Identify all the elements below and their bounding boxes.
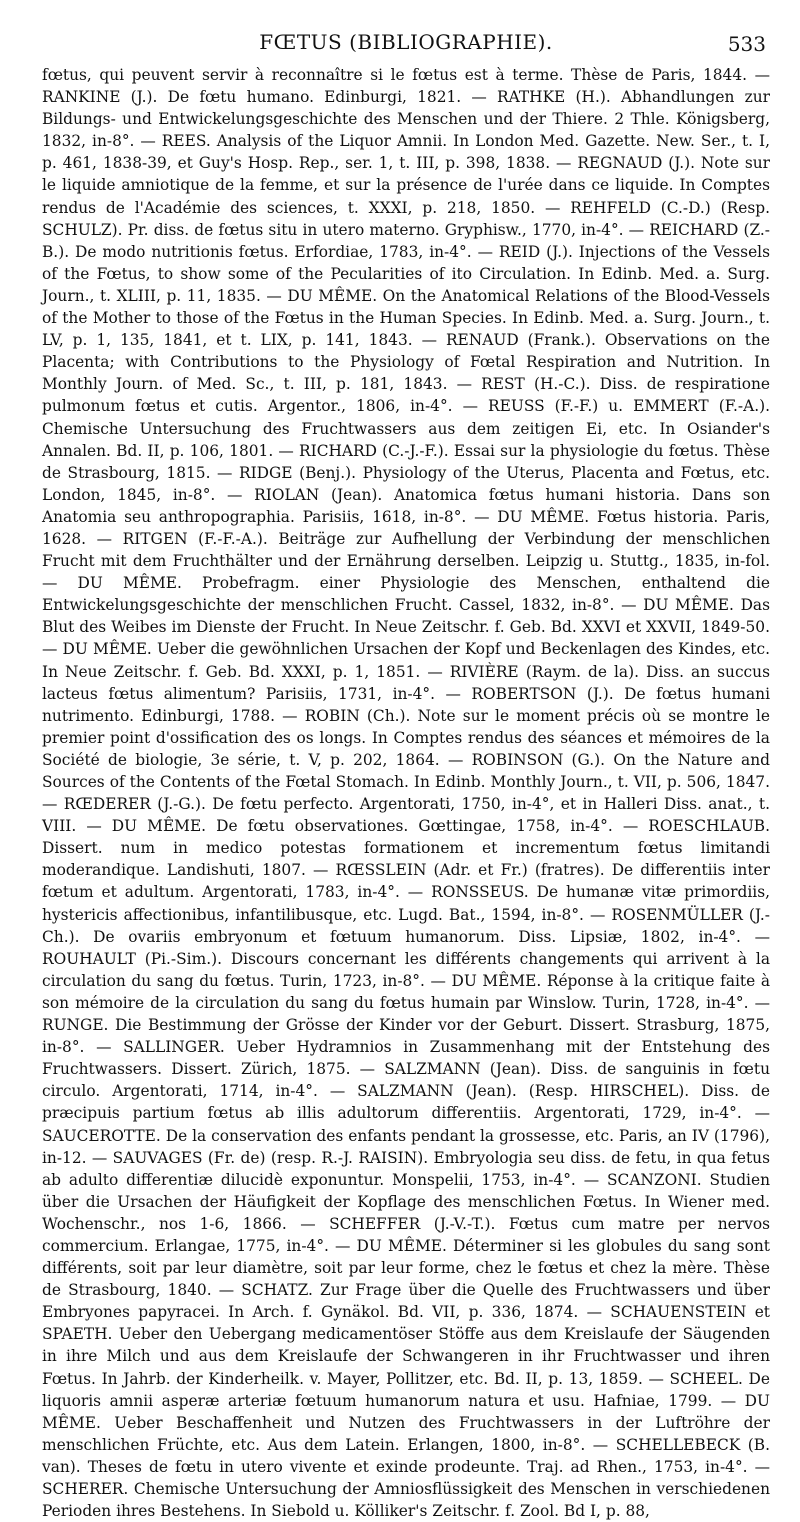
bibliography-text: fœtus, qui peuvent servir à reconnaître si le fœtus est à terme. Thèse de Paris, 1844. — RANKINE (J.). De fœtu humano. Edinburgi, 1821. — RATHKE (H.). Abhandlungen zur Bildungs- und Entwickelungsgeschichte des Menschen und der Thiere. 2 Thle. Königsberg, 1832, in-8°. — REES. Analysis of the Liquor Amnii. In London Med. Gazette. New. Ser., t. I, p. 461, 1838-39, et Guy's Hosp. Rep., ser. 1, t. III, p. 398, 1838. — REGNAUD (J.). Note sur le liquide amniotique de la femme, et sur la présence de l'urée dans ce liquide. In Comptes rendus de l'Académie des sciences, t. XXXI, p. 218, 1850. — REHFELD (C.-D.) (Resp. SCHULZ). Pr. diss. de fœtus situ in utero materno. Gryphisw., 1770, in-4°. — REICHARD (Z.-B.). De modo nutritionis fœtus. Erfordiae, 1783, in-4°. — REID (J.). Injections of the Vessels of the Fœtus, to show some of the Pecularities of ito Circulation. In Edinb. Med. a. Surg. Journ., t. XLIII, p. 11, 1835. — DU MÊME. On the Anatomical Relations of the Blood-Vessels of the Mother to those of the Fœtus in the Human Species. In Edinb. Med. a. Surg. Journ., t. LV, p. 1, 135, 1841, et t. LIX, p. 141, 1843. — RENAUD (Frank.). Observations on the Placenta; with Contributions to the Physiology of Fœtal Respiration and Nutrition. In Monthly Journ. of Med. Sc., t. III, p. 181, 1843. — REST (H.-C.). Diss. de respiratione pulmonum fœtus et cutis. Argentor., 1806, in-4°. — REUSS (F.-F.) u. EMMERT (F.-A.). Chemische Untersuchung des Fruchtwassers aus dem zeitigen Ei, etc. In Osiander's Annalen. Bd. II, p. 106, 1801. — RICHARD (C.-J.-F.). Essai sur la physiologie du fœtus. Thèse de Strasbourg, 1815. — RIDGE (Benj.). Physiology of the Uterus, Placenta and Fœtus, etc. London, 1845, in-8°. — RIOLAN (Jean). Anatomica fœtus humani historia. Dans son Anatomia seu anthropographia. Parisiis, 1618, in-8°. — DU MÊME. Fœtus historia. Paris, 1628. — RITGEN (F.-F.-A.). Beiträge zur Aufhellung der Verbindung der menschlichen Frucht mit dem Fruchthälter und der Ernährung derselben. Leipzig u. Stuttg., 1835, in-fol. — DU MÊME. Probefragm. einer Physiologie des Menschen, enthaltend die Entwickelungsgeschichte der menschlichen Frucht. Cassel, 1832, in-8°. — DU MÊME. Das Blut des Weibes im Dienste der Frucht. In Neue Zeitschr. f. Geb. Bd. XXVI et XXVII, 1849-50. — DU MÊME. Ueber die gewöhnlichen Ursachen der Kopf und Beckenlagen des Kindes, etc. In Neue Zeitschr. f. Geb. Bd. XXXI, p. 1, 1851. — RIVIÈRE (Raym. de la). Diss. an succus lacteus fœtus alimentum? Parisiis, 1731, in-4°. — ROBERTSON (J.). De fœtus humani nutrimento. Edinburgi, 1788. — ROBIN (Ch.). Note sur le moment précis où se montre le premier point d'ossification des os longs. In Comptes rendus des séances et mémoires de la Société de biologie, 3e série, t. V, p. 202, 1864. — ROBINSON (G.). On the Nature and Sources of the Contents of the Fœtal Stomach. In Edinb. Monthly Journ., t. VII, p. 506, 1847. — RŒDERER (J.-G.). De fœtu perfecto. Argentorati, 1750, in-4°, et in Halleri Diss. anat., t. VIII. — DU MÊME. De fœtu observationes. Gœttingae, 1758, in-4°. — ROESCHLAUB. Dissert. num in medico potestas formationem et incrementum fœtus limitandi moderandique. Landishuti, 1807. — RŒSSLEIN (Adr. et Fr.) (fratres). De differentiis inter fœtum et adultum. Argentorati, 1783, in-4°. — RONSSEUS. De humanæ vitæ primordiis, hystericis affectionibus, infantilibusque, etc. Lugd. Bat., 1594, in-8°. — ROSENMÜLLER (J.-Ch.). De ovariis embryonum et fœtuum humanorum. Diss. Lipsiæ, 1802, in-4°. — ROUHAULT (Pi.-Sim.). Discours concernant les différents changements qui arrivent à la circulation du sang du fœtus. Turin, 1723, in-8°. — DU MÊME. Réponse à la critique faite à son mémoire de la circulation du sang du fœtus humain par Winslow. Turin, 1728, in-4°. — RUNGE. Die Bestimmung der Grösse der Kinder vor der Geburt. Dissert. Strasburg, 1875, in-8°. — SALLINGER. Ueber Hydramnios in Zusammenhang mit der Entstehung des Fruchtwassers. Dissert. Zürich, 1875. — SALZMANN (Jean). Diss. de sanguinis in fœtu circulo. Argentorati, 1714, in-4°. — SALZMANN (Jean). (Resp. HIRSCHEL). Diss. de præcipuis partium fœtus ab illis adultorum differentiis. Argentorati, 1729, in-4°. — SAUCEROTTE. De la conservation des enfants pendant la grossesse, etc. Paris, an IV (1796), in-12. — SAUVAGES (Fr. de) (resp. R.-J. RAISIN). Embryologia seu diss. de fetu, in qua fetus ab adulto differentiæ dilucidè exponuntur. Monspelii, 1753, in-4°. — SCANZONI. Studien über die Ursachen der Häufigkeit der Kopflage des menschlichen Fœtus. In Wiener med. Wochenschr., nos 1-6, 1866. — SCHEFFER (J.-V.-T.). Fœtus cum matre per nervos commercium. Erlangae, 1775, in-4°. — DU MÊME. Déterminer si les globules du sang sont différents, soit par leur diamètre, soit par leur forme, chez le fœtus et chez la mère. Thèse de Strasbourg, 1840. — SCHATZ. Zur Frage über die Quelle des Fruchtwassers und über Embryones papyracei. In Arch. f. Gynäkol. Bd. VII, p. 336, 1874. — SCHAUENSTEIN et SPAETH. Ueber den Uebergang medicamentöser Stöffe aus dem Kreislaufe der Säugenden in ihre Milch und aus dem Kreislaufe der Schwangeren in ihr Fruchtwasser und ihren Fœtus. In Jahrb. der Kinderheilk. v. Mayer, Pollitzer, etc. Bd. II, p. 13, 1859. — SCHEEL. De liquoris amnii asperæ arteriæ fœtuum humanorum natura et usu. Hafniae, 1799. — DU MÊME. Ueber Beschaffenheit und Nutzen des Fruchtwassers in der Luftröhre der menschlichen Früchte, etc. Aus dem Latein. Erlangen, 1800, in-8°. — SCHELLEBECK (B. van). Theses de fœtu in utero vivente et exinde prodeunte. Traj. ad Rhen., 1753, in-4°. — SCHERER. Chemische Untersuchung der Amniosflüssigkeit des Menschen in verschiedenen Perioden ihres Bestehens. In Siebold u. Kölliker's Zeitschr. f. Zool. Bd I, p. 88,: [42, 66, 770, 1521]
page-header: [42, 30, 770, 64]
running-title: FŒTUS (BIBLIOGRAPHIE).: [259, 30, 553, 54]
page-number: 533: [727, 32, 766, 56]
